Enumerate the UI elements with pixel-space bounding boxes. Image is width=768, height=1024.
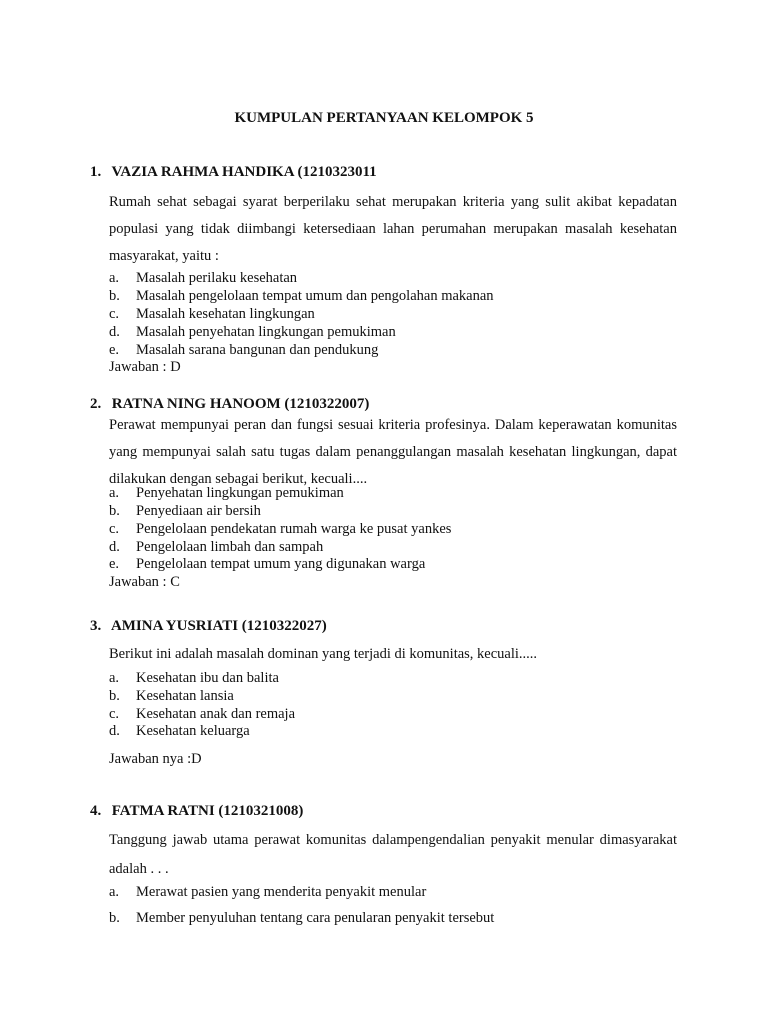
document-title: KUMPULAN PERTANYAAN KELOMPOK 5 <box>234 110 534 126</box>
question-3-heading <box>90 618 327 635</box>
option-letter: a. <box>109 884 120 900</box>
question-1-option-e <box>109 342 378 359</box>
question-2-option-b <box>109 503 261 520</box>
question-2-heading <box>90 396 369 413</box>
question-author: FATMA RATNI (1210321008) <box>111 803 304 819</box>
question-3-option-d <box>109 723 250 740</box>
option-text: Masalah pengelolaan tempat umum dan pengolahan makanan <box>136 288 494 304</box>
question-4-heading <box>90 803 303 820</box>
question-3-answer: Jawaban nya :D <box>109 751 202 767</box>
question-number: 3. <box>90 618 102 634</box>
option-text: Kesehatan lansia <box>136 688 234 704</box>
question-author: RATNA NING HANOOM (1210322007) <box>111 396 370 412</box>
question-3-option-b <box>109 688 234 705</box>
question-4-text: Tanggung jawab utama perawat komunitas dalampengendalian penyakit menular dimasyarakat adalah . . . <box>109 832 677 877</box>
option-text: Penyehatan lingkungan pemukiman <box>136 485 344 501</box>
option-text: Pengelolaan tempat umum yang digunakan warga <box>136 556 426 572</box>
option-letter: b. <box>109 288 120 304</box>
question-3-option-c <box>109 706 295 723</box>
question-3-text: Berikut ini adalah masalah dominan yang terjadi di komunitas, kecuali..... <box>109 646 538 662</box>
question-author: AMINA YUSRIATI (1210322027) <box>110 618 327 634</box>
option-letter: a. <box>109 670 120 686</box>
question-1-answer: Jawaban : D <box>109 359 181 375</box>
option-letter: b. <box>109 688 120 704</box>
question-3-option-a <box>109 670 279 687</box>
option-text: Masalah penyehatan lingkungan pemukiman <box>136 324 396 340</box>
question-1-option-b <box>109 288 494 305</box>
option-text: Penyediaan air bersih <box>136 503 261 519</box>
question-2-answer: Jawaban : C <box>109 574 180 590</box>
option-text: Kesehatan anak dan remaja <box>136 706 296 722</box>
option-text: Masalah kesehatan lingkungan <box>136 306 315 322</box>
question-2-option-a <box>109 485 344 502</box>
question-1-option-a <box>109 270 297 287</box>
option-letter: e. <box>109 342 120 358</box>
question-4-option-b <box>109 910 494 927</box>
option-text: Kesehatan keluarga <box>136 723 250 739</box>
option-text: Merawat pasien yang menderita penyakit menular <box>136 884 427 900</box>
question-2-option-d <box>109 539 323 556</box>
option-text: Masalah perilaku kesehatan <box>136 270 298 286</box>
option-letter: e. <box>109 556 120 572</box>
option-letter: c. <box>109 306 120 322</box>
option-text: Pengelolaan pendekatan rumah warga ke pusat yankes <box>136 521 452 537</box>
question-2-option-e <box>109 556 425 573</box>
question-1-option-d <box>109 324 396 341</box>
question-1-text: Rumah sehat sebagai syarat berperilaku sehat merupakan kriteria yang sulit akibat kepadatan populasi yang tidak diimbangi ketersediaan lahan perumahan merupakan masalah kesehatan masyarakat, yaitu : <box>109 194 677 264</box>
question-1-option-c <box>109 306 315 323</box>
option-letter: c. <box>109 706 120 722</box>
option-text: Masalah sarana bangunan dan pendukung <box>136 342 379 358</box>
option-letter: b. <box>109 910 120 926</box>
option-text: Kesehatan ibu dan balita <box>136 670 279 686</box>
question-2-text: Perawat mempunyai peran dan fungsi sesuai kriteria profesinya. Dalam keperawatan komunitas yang mempunyai salah satu tugas dalam penanggulangan masalah kesehatan lingkungan, dapat dilakukan dengan sebagai berikut, kecuali.... <box>109 417 677 487</box>
option-letter: b. <box>109 503 120 519</box>
option-letter: d. <box>109 723 120 739</box>
question-number: 4. <box>90 803 102 819</box>
question-number: 2. <box>90 396 102 412</box>
option-letter: d. <box>109 539 120 555</box>
question-4-option-a <box>109 884 426 901</box>
question-2-option-c <box>109 521 451 538</box>
option-letter: a. <box>109 270 120 286</box>
option-text: Member penyuluhan tentang cara penularan penyakit tersebut <box>136 910 495 926</box>
option-text: Pengelolaan limbah dan sampah <box>136 539 324 555</box>
question-author: VAZIA RAHMA HANDIKA (1210323011 <box>111 164 377 180</box>
option-letter: d. <box>109 324 120 340</box>
option-letter: c. <box>109 521 120 537</box>
question-number: 1. <box>90 164 102 180</box>
question-1-heading <box>90 164 377 181</box>
option-letter: a. <box>109 485 120 501</box>
